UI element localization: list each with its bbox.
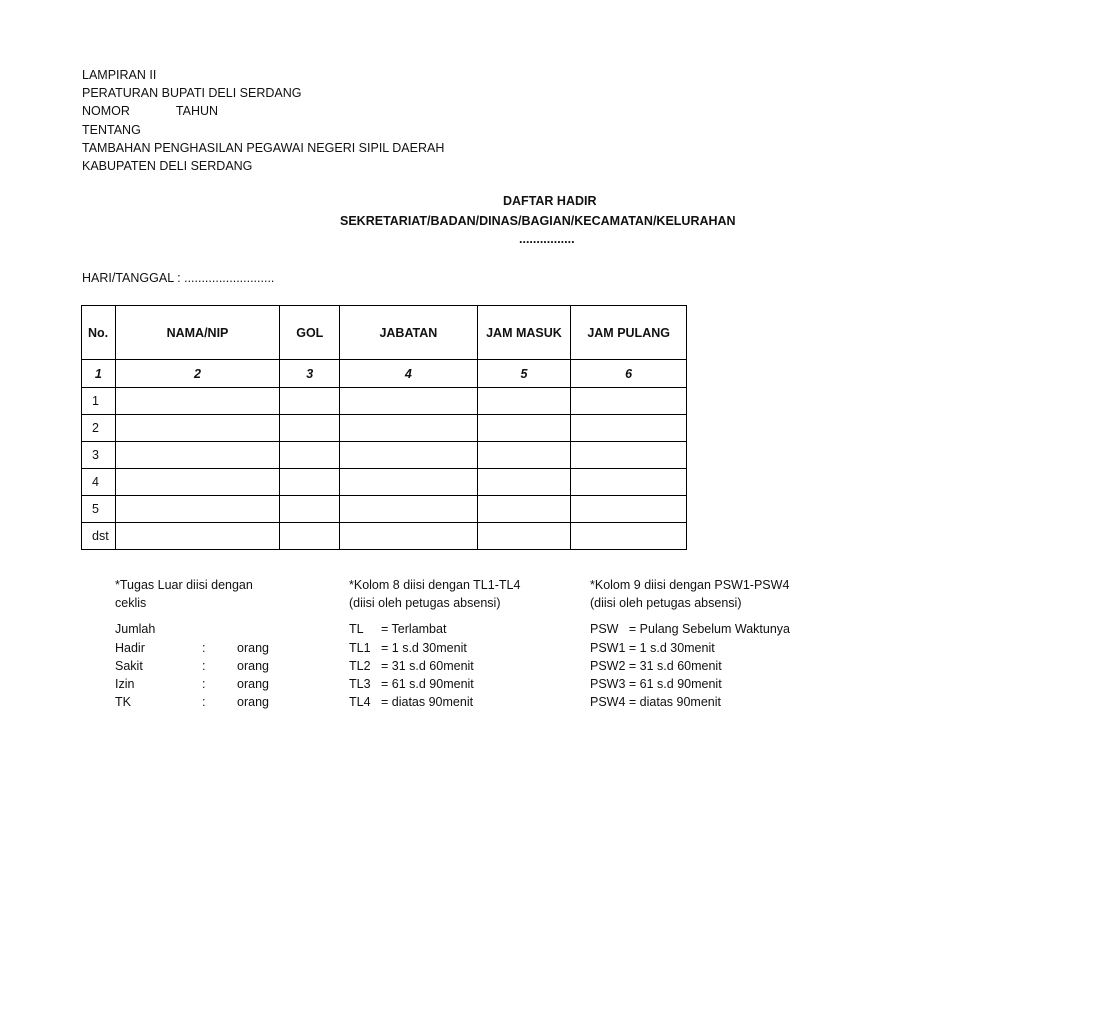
summary-separator: :: [202, 658, 206, 673]
cell-jam-pulang[interactable]: [571, 415, 687, 442]
summary-separator: :: [202, 640, 206, 655]
cell-jam-masuk[interactable]: [477, 469, 571, 496]
late-code-desc: = 31 s.d 60menit: [381, 658, 474, 673]
cell-jabatan[interactable]: [340, 442, 477, 469]
late-code: TL1: [349, 640, 371, 655]
summary-item: [115, 675, 269, 693]
column-number: 4: [340, 360, 477, 388]
cell-jam-masuk[interactable]: [477, 442, 571, 469]
about-label: TENTANG: [82, 122, 141, 137]
cell-jam-pulang[interactable]: [571, 442, 687, 469]
early-note-line-1: *Kolom 9 diisi dengan PSW1-PSW4: [590, 578, 790, 592]
cell-jam-pulang[interactable]: [571, 496, 687, 523]
summary-unit: orang: [237, 658, 269, 673]
table-row: [82, 469, 687, 496]
title-line-2: SEKRETARIAT/BADAN/DINAS/BAGIAN/KECAMATAN/KELURAHAN: [340, 214, 736, 228]
header-gol: GOL: [280, 306, 340, 360]
late-code-item: [349, 693, 520, 711]
row-number: 1: [82, 388, 116, 415]
cell-gol[interactable]: [280, 469, 340, 496]
cell-jabatan[interactable]: [340, 469, 477, 496]
header-name-nip: NAMA/NIP: [115, 306, 280, 360]
column-number: 2: [115, 360, 280, 388]
late-code: TL: [349, 622, 364, 637]
row-number: 3: [82, 442, 116, 469]
title-line-1: DAFTAR HADIR: [503, 194, 597, 208]
cell-jabatan[interactable]: [340, 496, 477, 523]
late-code-item: [349, 675, 520, 693]
summary-label: Sakit: [115, 658, 143, 673]
attachment-label: LAMPIRAN II: [82, 68, 157, 82]
cell-jam-masuk[interactable]: [477, 523, 571, 550]
row-number: 4: [82, 469, 116, 496]
late-code-desc: = 61 s.d 90menit: [381, 676, 474, 691]
early-leave-code-notes: [590, 576, 790, 711]
column-number: 3: [280, 360, 340, 388]
early-code-item: PSW4 = diatas 90menit: [590, 695, 721, 710]
duty-note-line-1: *Tugas Luar diisi dengan: [115, 578, 253, 592]
cell-gol[interactable]: [280, 496, 340, 523]
subject-line-1: TAMBAHAN PENGHASILAN PEGAWAI NEGERI SIPIL DAERAH: [82, 140, 445, 155]
row-number: dst: [82, 523, 116, 550]
header-jam-masuk: JAM MASUK: [477, 306, 571, 360]
table-row: [82, 415, 687, 442]
row-number: 5: [82, 496, 116, 523]
cell-jam-masuk[interactable]: [477, 388, 571, 415]
duty-note-line-2: ceklis: [115, 596, 147, 611]
table-row: [82, 523, 687, 550]
header-jam-pulang: JAM PULANG: [571, 306, 687, 360]
cell-gol[interactable]: [280, 442, 340, 469]
header-jabatan: JABATAN: [340, 306, 477, 360]
number-label: NOMOR: [82, 104, 130, 119]
cell-jam-masuk[interactable]: [477, 496, 571, 523]
early-code-item: PSW = Pulang Sebelum Waktunya: [590, 622, 790, 637]
late-code-desc: = Terlambat: [381, 622, 447, 637]
attendance-summary-notes: [115, 576, 269, 711]
cell-gol[interactable]: [280, 415, 340, 442]
summary-separator: :: [202, 676, 206, 691]
summary-item: [115, 657, 269, 675]
late-code: TL2: [349, 658, 371, 673]
table-header-row: [82, 306, 687, 360]
early-note-line-2: (diisi oleh petugas absensi): [590, 596, 742, 611]
cell-gol[interactable]: [280, 388, 340, 415]
column-number: 1: [82, 360, 116, 388]
total-label: Jumlah: [115, 622, 156, 637]
document-header: [82, 66, 444, 175]
late-code: TL3: [349, 676, 371, 691]
cell-jam-pulang[interactable]: [571, 469, 687, 496]
table-row: [82, 496, 687, 523]
cell-name-nip[interactable]: [115, 415, 280, 442]
subject-line-2: KABUPATEN DELI SERDANG: [82, 159, 253, 174]
cell-name-nip[interactable]: [115, 469, 280, 496]
late-code-desc: = diatas 90menit: [381, 695, 474, 710]
table-row: [82, 442, 687, 469]
cell-jam-pulang[interactable]: [571, 388, 687, 415]
cell-name-nip[interactable]: [115, 496, 280, 523]
summary-unit: orang: [237, 676, 269, 691]
column-number-row: [82, 360, 687, 388]
late-note-line-2: (diisi oleh petugas absensi): [349, 596, 501, 611]
cell-jabatan[interactable]: [340, 523, 477, 550]
summary-label: Hadir: [115, 640, 145, 655]
late-code-desc: = 1 s.d 30menit: [381, 640, 467, 655]
cell-name-nip[interactable]: [115, 388, 280, 415]
early-code-item: PSW3 = 61 s.d 90menit: [590, 677, 722, 692]
late-code-item: [349, 639, 520, 657]
summary-label: Izin: [115, 676, 135, 691]
year-label: TAHUN: [175, 104, 219, 119]
table-row: [82, 388, 687, 415]
header-no: No.: [82, 306, 116, 360]
late-note-line-1: *Kolom 8 diisi dengan TL1-TL4: [349, 578, 521, 592]
row-number: 2: [82, 415, 116, 442]
cell-name-nip[interactable]: [115, 523, 280, 550]
summary-unit: orang: [237, 640, 269, 655]
column-number: 5: [477, 360, 571, 388]
cell-gol[interactable]: [280, 523, 340, 550]
column-number: 6: [571, 360, 687, 388]
summary-unit: orang: [237, 695, 269, 710]
attendance-table: [81, 305, 687, 550]
cell-name-nip[interactable]: [115, 442, 280, 469]
summary-label: TK: [115, 695, 131, 710]
title-line-3: ................: [519, 232, 575, 246]
early-code-item: PSW2 = 31 s.d 60menit: [590, 658, 722, 673]
cell-jabatan[interactable]: [340, 388, 477, 415]
number-year-line: [82, 102, 444, 120]
cell-jam-masuk[interactable]: [477, 415, 571, 442]
summary-item: [115, 693, 269, 711]
cell-jabatan[interactable]: [340, 415, 477, 442]
cell-jam-pulang[interactable]: [571, 523, 687, 550]
early-code-item: PSW1 = 1 s.d 30menit: [590, 640, 715, 655]
late-code: TL4: [349, 695, 371, 710]
late-code-item: [349, 620, 520, 638]
late-code-notes: [349, 576, 520, 711]
date-line: HARI/TANGGAL : ..........................: [82, 271, 275, 285]
summary-item: [115, 639, 269, 657]
regulation-label: PERATURAN BUPATI DELI SERDANG: [82, 86, 302, 101]
late-code-item: [349, 657, 520, 675]
summary-separator: :: [202, 695, 206, 710]
